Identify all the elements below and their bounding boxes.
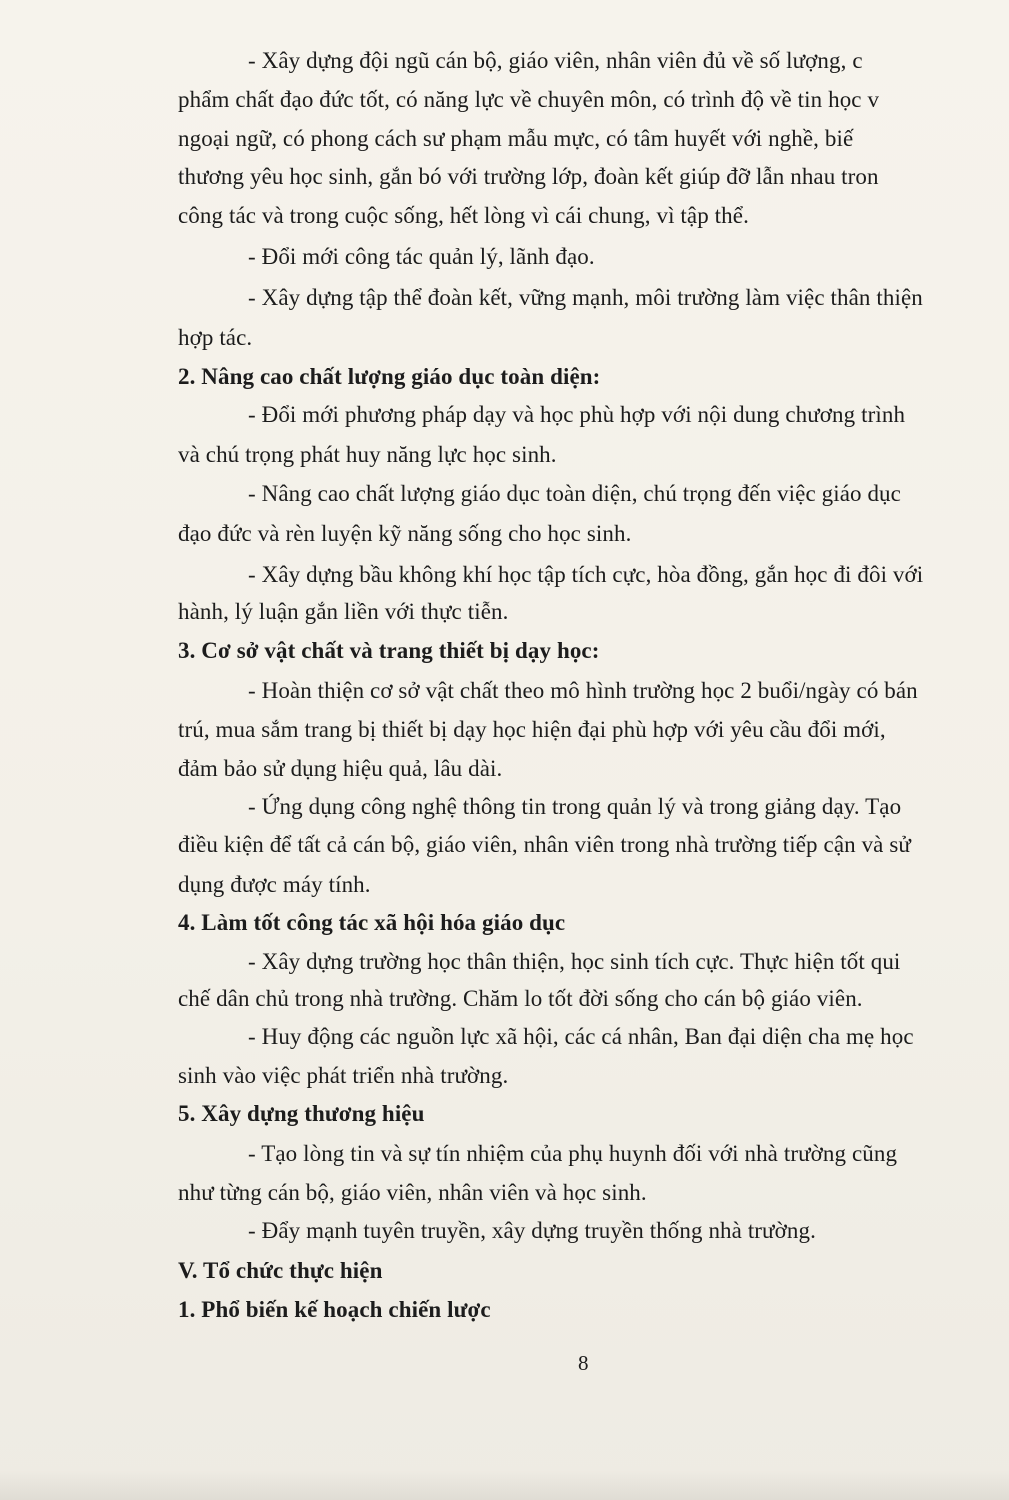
text-line: như từng cán bộ, giáo viên, nhân viên và học sinh. — [178, 1180, 647, 1205]
text-line: - Xây dựng tập thể đoàn kết, vững mạnh, môi trường làm việc thân thiện — [248, 285, 923, 310]
text-line: đạo đức và rèn luyện kỹ năng sống cho học sinh. — [178, 521, 632, 546]
text-line: - Xây dựng đội ngũ cán bộ, giáo viên, nhân viên đủ về số lượng, c — [248, 48, 863, 73]
text-line: đảm bảo sử dụng hiệu quả, lâu dài. — [178, 756, 503, 781]
text-line: sinh vào việc phát triển nhà trường. — [178, 1063, 509, 1088]
section-heading: 4. Làm tốt công tác xã hội hóa giáo dục — [178, 910, 566, 935]
text-line: và chú trọng phát huy năng lực học sinh. — [178, 442, 557, 467]
text-line: - Tạo lòng tin và sự tín nhiệm của phụ huynh đối với nhà trường cũng — [248, 1141, 898, 1166]
text-line: hợp tác. — [178, 325, 253, 350]
text-line: chế dân chủ trong nhà trường. Chăm lo tốt đời sống cho cán bộ giáo viên. — [178, 986, 863, 1011]
text-line: - Xây dựng bầu không khí học tập tích cực, hòa đồng, gắn học đi đôi với — [248, 562, 924, 587]
text-line: - Ứng dụng công nghệ thông tin trong quản lý và trong giảng dạy. Tạo — [248, 794, 902, 819]
section-heading: 1. Phổ biến kế hoạch chiến lược — [178, 1297, 491, 1322]
text-line: - Huy động các nguồn lực xã hội, các cá nhân, Ban đại diện cha mẹ học — [248, 1024, 914, 1049]
text-line: - Đẩy mạnh tuyên truyền, xây dựng truyền thống nhà trường. — [248, 1218, 816, 1243]
text-line: thương yêu học sinh, gắn bó với trường lớp, đoàn kết giúp đỡ lẫn nhau tron — [178, 164, 879, 189]
text-line: trú, mua sắm trang bị thiết bị dạy học hiện đại phù hợp với yêu cầu đổi mới, — [178, 717, 886, 742]
text-line: hành, lý luận gắn liền với thực tiễn. — [178, 599, 509, 624]
section-heading: V. Tổ chức thực hiện — [178, 1258, 383, 1283]
text-line: dụng được máy tính. — [178, 872, 371, 897]
text-line: điều kiện để tất cả cán bộ, giáo viên, nhân viên trong nhà trường tiếp cận và sử — [178, 832, 911, 857]
text-line: ngoại ngữ, có phong cách sư phạm mẫu mực, có tâm huyết với nghề, biế — [178, 126, 854, 151]
text-line: - Hoàn thiện cơ sở vật chất theo mô hình trường học 2 buổi/ngày có bán — [248, 678, 918, 703]
section-heading: 5. Xây dựng thương hiệu — [178, 1101, 425, 1126]
text-line: - Đổi mới công tác quản lý, lãnh đạo. — [248, 244, 595, 269]
text-line: - Đổi mới phương pháp dạy và học phù hợp với nội dung chương trình — [248, 402, 906, 427]
section-heading: 3. Cơ sở vật chất và trang thiết bị dạy học: — [178, 638, 600, 663]
text-line: - Nâng cao chất lượng giáo dục toàn diện, chú trọng đến việc giáo dục — [248, 481, 901, 506]
section-heading: 2. Nâng cao chất lượng giáo dục toàn diện: — [178, 364, 601, 389]
text-line: - Xây dựng trường học thân thiện, học sinh tích cực. Thực hiện tốt qui — [248, 949, 901, 974]
page-number: 8 — [578, 1351, 589, 1375]
text-line: công tác và trong cuộc sống, hết lòng vì cái chung, vì tập thể. — [178, 203, 749, 228]
text-line: phẩm chất đạo đức tốt, có năng lực về chuyên môn, có trình độ về tin học v — [178, 87, 880, 112]
page-edge-shadow — [0, 1470, 1009, 1500]
